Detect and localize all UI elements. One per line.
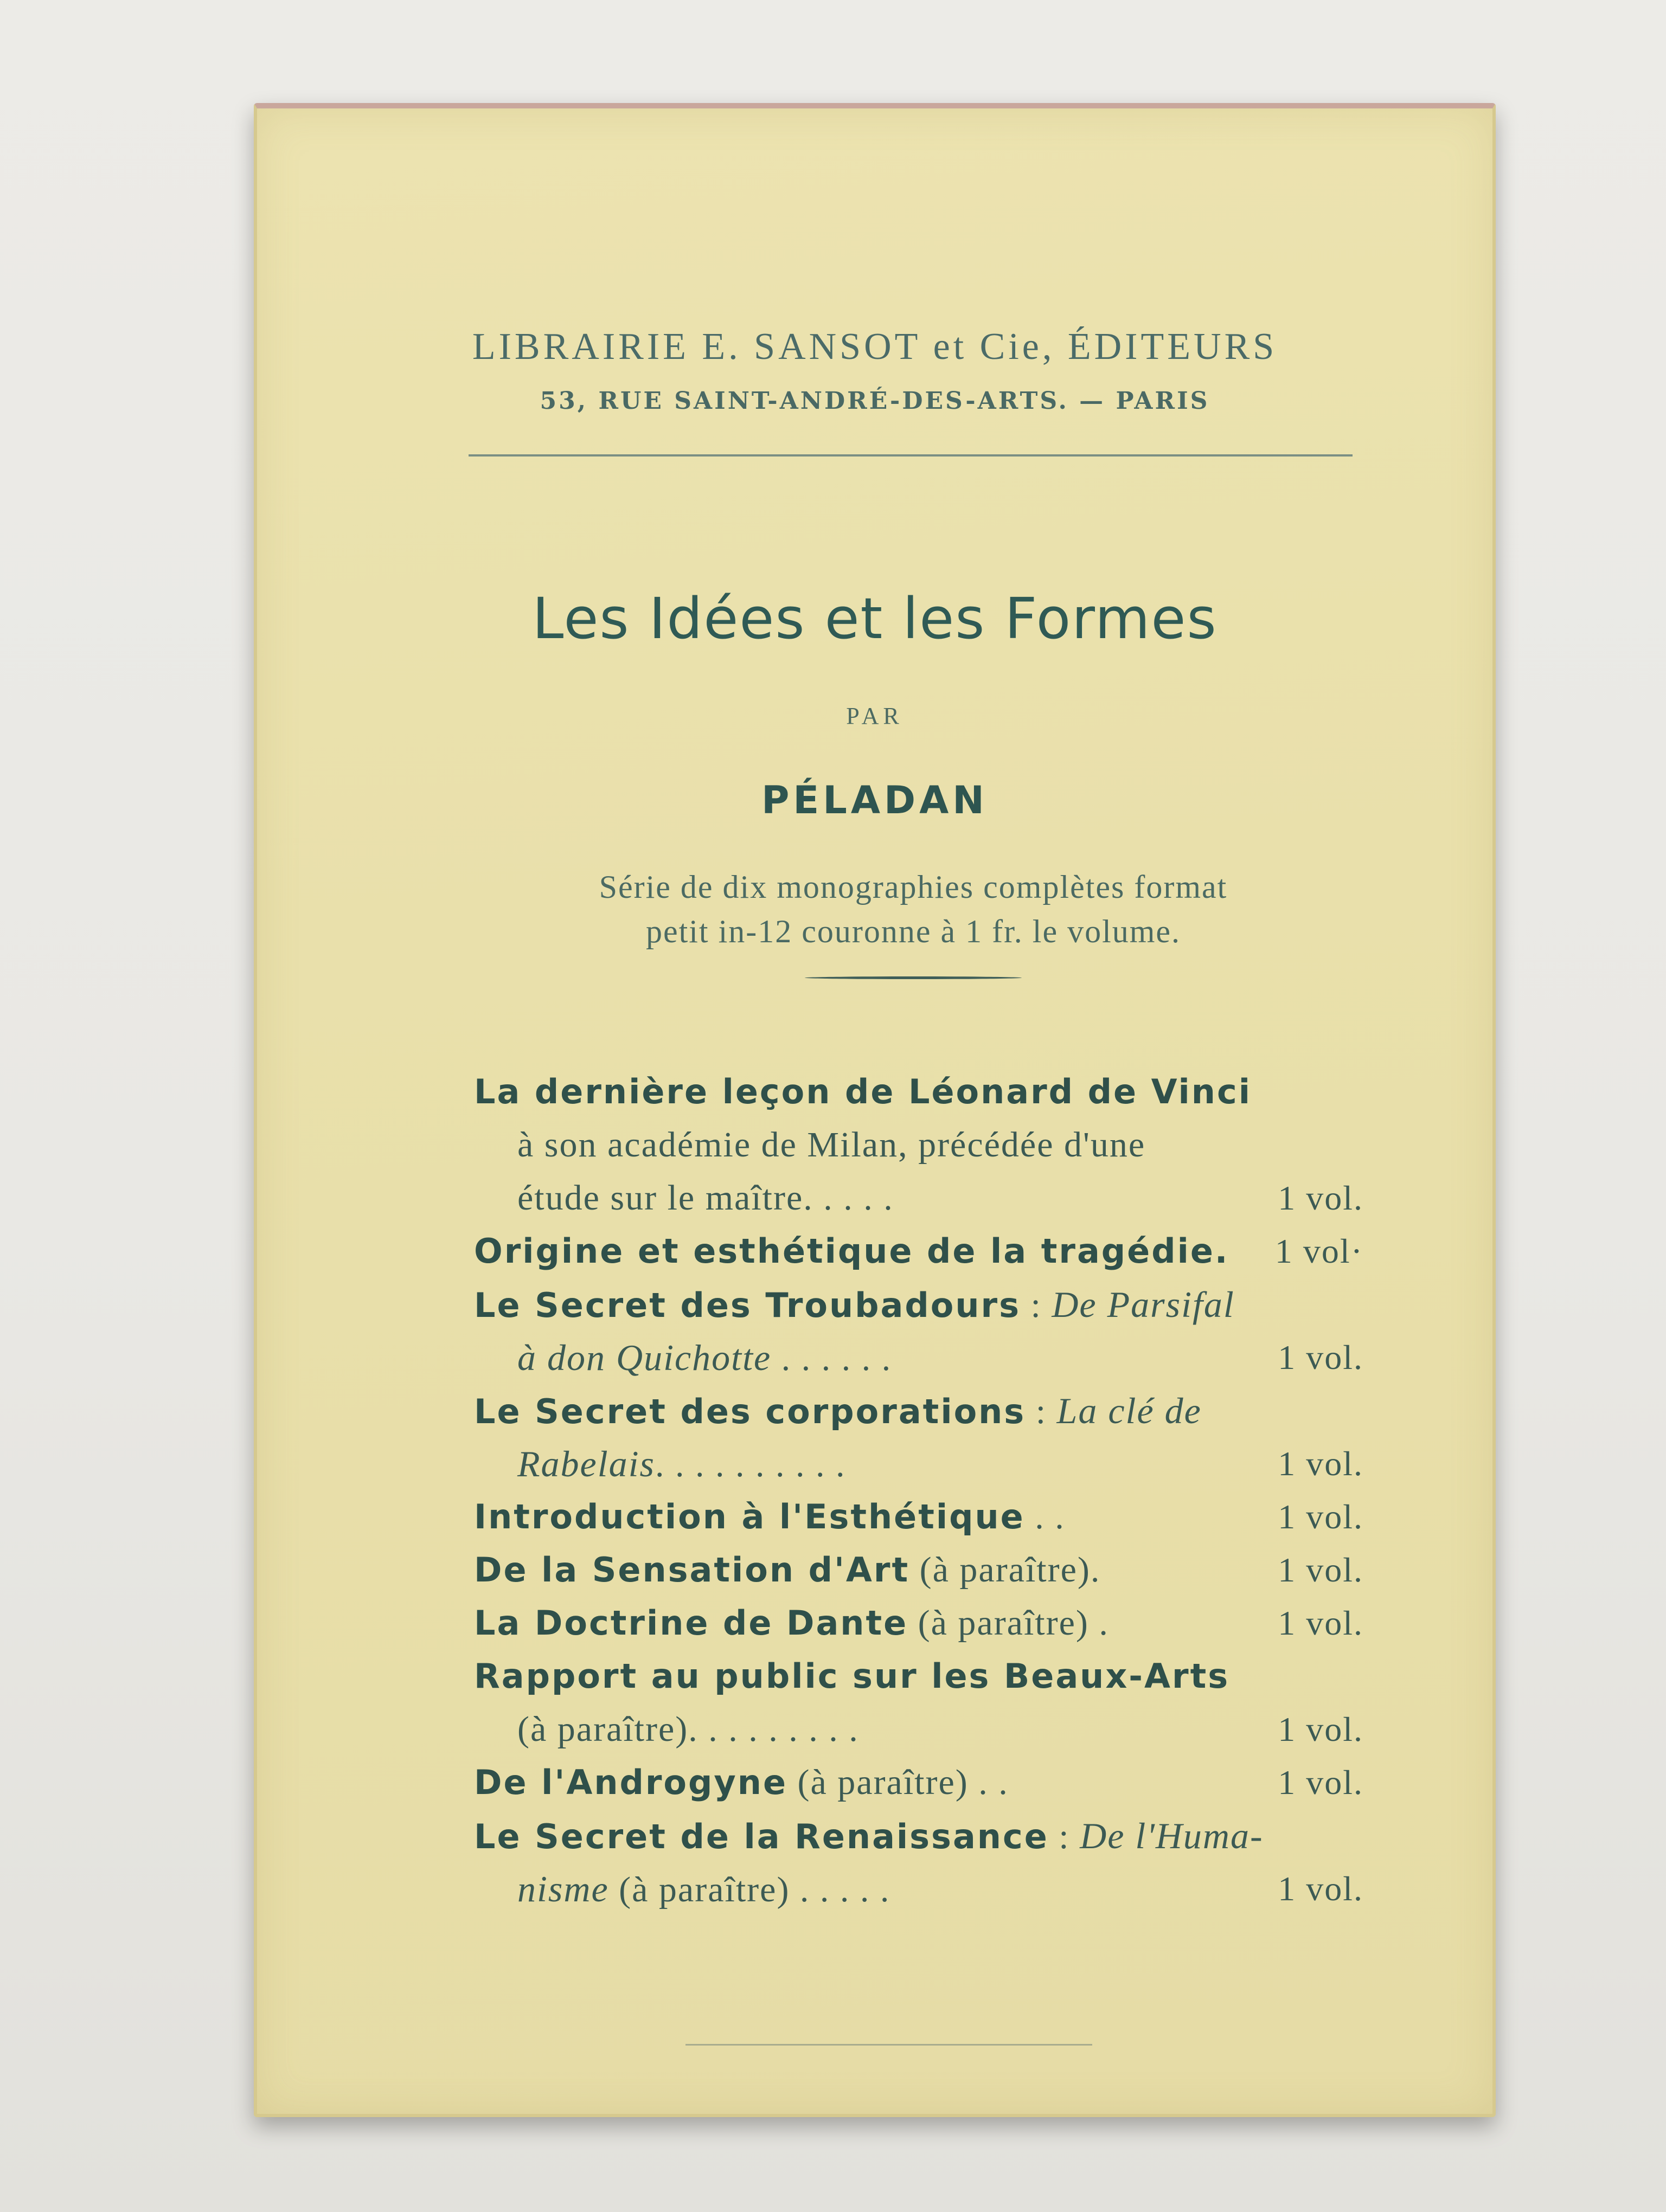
book-title: Le Secret des corporations: [474, 1392, 1026, 1431]
publication-note: (à paraître).: [517, 1709, 699, 1749]
book-title: De l'Androgyne: [474, 1763, 787, 1802]
entry-line: [474, 1118, 1363, 1172]
book-subtitle: à don Quichotte: [517, 1337, 772, 1378]
book-title: De la Sensation d'Art: [474, 1550, 910, 1590]
entry-line: [474, 1809, 1363, 1862]
book-entry: [474, 1384, 1363, 1490]
title-separator: :: [1026, 1392, 1057, 1431]
volume-count: 1 vol.: [1278, 1444, 1363, 1483]
volume-count: 1 vol.: [1278, 1551, 1363, 1589]
book-entry: [474, 1597, 1363, 1650]
leader-dots: . . . . . .: [771, 1339, 892, 1378]
volume-count: 1 vol.: [1278, 1869, 1363, 1908]
publisher-block: [257, 325, 1492, 415]
publication-note: (à paraître).: [909, 1550, 1101, 1590]
volume-count: 1 vol.: [1278, 1710, 1363, 1748]
book-entry: [474, 1809, 1363, 1915]
book-title: La Doctrine de Dante: [474, 1603, 908, 1643]
description-line: Série de dix monographies complètes format: [599, 869, 1228, 905]
entry-line: [474, 1650, 1363, 1703]
publication-note: (à paraître) .: [908, 1603, 1109, 1643]
entry-line: [474, 1862, 1363, 1915]
book-title: Rapport au public sur les Beaux-Arts: [474, 1656, 1230, 1696]
book-entry: [474, 1544, 1363, 1597]
entry-line: [474, 1756, 1363, 1809]
book-list: [474, 1065, 1363, 1915]
description-line: petit in-12 couronne à 1 fr. le volume.: [645, 914, 1181, 949]
entry-line: [474, 1597, 1363, 1650]
leader-dots: . . . . .: [790, 1870, 890, 1909]
book-subtitle: De l'Huma-: [1080, 1815, 1264, 1856]
entry-line: [474, 1065, 1363, 1118]
book-entry: [474, 1490, 1363, 1544]
series-description: [490, 865, 1336, 954]
book-back-cover: [254, 103, 1496, 2117]
book-title: La dernière leçon de Léonard de Vinci: [474, 1072, 1252, 1111]
volume-count: 1 vol.: [1278, 1497, 1363, 1536]
entry-line: [474, 1490, 1363, 1544]
volume-count: 1 vol.: [1278, 1604, 1363, 1642]
entry-line: [474, 1331, 1363, 1384]
volume-count: 1 vol.: [1278, 1338, 1363, 1377]
volume-count: 1 vol·: [1274, 1232, 1363, 1270]
leader-dots: . . . . . . . .: [698, 1709, 859, 1749]
leader-dots: . .: [1024, 1497, 1065, 1536]
book-title: Origine et esthétique de la tragédie.: [474, 1231, 1229, 1271]
book-title: Le Secret de la Renaissance: [474, 1817, 1049, 1856]
book-subtitle: De Parsifal: [1052, 1284, 1235, 1325]
entry-line: [474, 1278, 1363, 1331]
entry-line: [474, 1544, 1363, 1597]
entry-line: [474, 1172, 1363, 1225]
entry-line: [474, 1384, 1363, 1437]
publication-note: (à paraître) . .: [787, 1763, 1009, 1802]
bottom-divider: [685, 2044, 1092, 2046]
leader-dots: . . . . . . . . . .: [655, 1445, 846, 1484]
ornament-divider: [805, 973, 1022, 982]
publication-note: (à paraître): [608, 1870, 790, 1909]
book-entry: [474, 1225, 1363, 1278]
publisher-address: 53, RUE SAINT-ANDRÉ-DES-ARTS. — PARIS: [540, 387, 1210, 415]
author-name: PÉLADAN: [761, 778, 988, 822]
book-subtitle: étude sur le maître. . . . .: [517, 1178, 894, 1218]
volume-count: 1 vol.: [1278, 1763, 1363, 1802]
title-separator: :: [1048, 1817, 1080, 1856]
book-subtitle: Rabelais: [517, 1443, 655, 1484]
book-entry: [474, 1065, 1363, 1225]
book-title: Le Secret des Troubadours: [474, 1285, 1021, 1325]
publisher-name: LIBRAIRIE E. SANSOT et Cie, ÉDITEURS: [472, 326, 1278, 368]
top-divider: [469, 454, 1353, 456]
series-title: Les Idées et les Formes: [532, 586, 1218, 652]
book-entry: [474, 1650, 1363, 1756]
book-entry: [474, 1756, 1363, 1809]
title-separator: :: [1020, 1285, 1052, 1325]
book-title: Introduction à l'Esthétique: [474, 1497, 1025, 1536]
book-subtitle: La clé de: [1056, 1390, 1202, 1431]
entry-line: [474, 1703, 1363, 1756]
book-entry: [474, 1278, 1363, 1384]
entry-line: [474, 1437, 1363, 1490]
book-subtitle: nisme: [517, 1868, 609, 1909]
par-label: PAR: [846, 703, 904, 729]
entry-line: [474, 1225, 1363, 1278]
volume-count: 1 vol.: [1278, 1179, 1363, 1217]
book-subtitle: à son académie de Milan, précédée d'une: [517, 1125, 1146, 1165]
